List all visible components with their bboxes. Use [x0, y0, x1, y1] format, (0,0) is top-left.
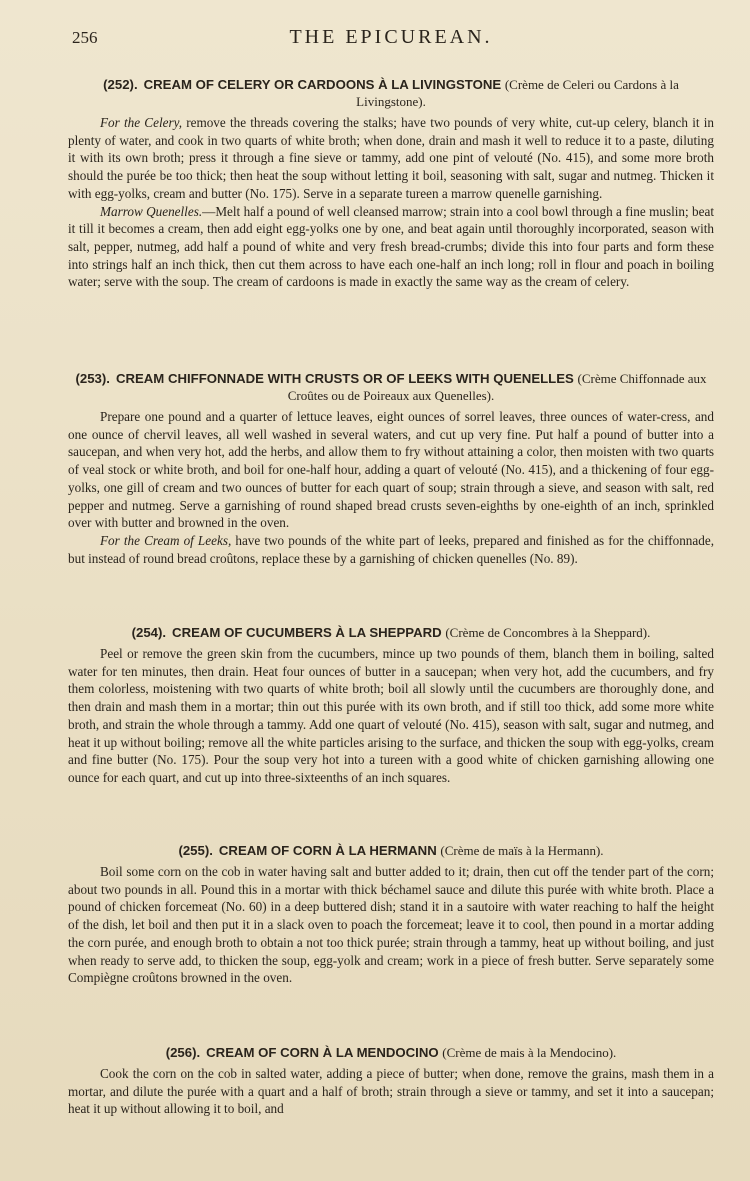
recipe-number: (255).: [178, 843, 213, 858]
page-header: [72, 26, 710, 50]
recipe-paragraph: [68, 408, 714, 532]
recipe-title-text: CREAM OF CUCUMBERS À LA SHEPPARD: [172, 625, 442, 640]
paragraph-text: —Melt half a pound of well cleansed marrow; strain into a cool bowl through a fine muslin; beat it till it becomes a cream, then add eight egg-yolks one by one, and beat again until thoroughly incorporated, season with salt, pepper, nutmeg, add half a pound of white and very fresh bread-crumbs; divide this into four parts and form these into strings half an inch thick, then cut them across to have each one-half an inch long; roll in flour and poach in boiling water; serve with the soup. The cream of cardoons is made in exactly the same way as the cream of celery.: [68, 203, 714, 290]
recipe-french-title: (Crème de Concombres à la Sheppard).: [445, 625, 651, 640]
recipe-title-text: CREAM OF CELERY OR CARDOONS À LA LIVINGSTONE: [143, 77, 502, 92]
recipe-paragraph: [68, 1065, 714, 1118]
recipe-title: [68, 624, 714, 641]
recipe-255: [68, 842, 714, 987]
paragraph-text: Boil some corn on the cob in water having salt and butter added to it; drain, then cut off the tender part of the corn; about two pounds in all. Pound this in a mortar with thick béchamel sauce and dilute this purée with white broth. Place a pound of chicken forcemeat (No. 60) in a deep buttered dish; stand it in a sautoire with water reaching to half the height of the dish, let boil and then put it in a slack oven to poach the forcemeat; leave it to cool, then pound in a mortar adding the corn purée, and enough broth to obtain a not too thick purée; strain through a tammy, heat up without boiling, and just when ready to serve add, to thicken the soup, egg-yolk and cream; work in a piece of fresh butter. Serve separately some Compiègne croûtons browned in the oven.: [68, 864, 714, 986]
paragraph-lead: For the Celery,: [100, 115, 183, 130]
page-number: 256: [72, 28, 98, 47]
recipe-french-title: (Crème de maïs à la Hermann).: [440, 843, 604, 858]
recipe-title-text: CREAM OF CORN À LA MENDOCINO: [206, 1045, 439, 1060]
recipe-title: [68, 1044, 714, 1061]
recipe-title: [68, 76, 714, 110]
recipe-title: [68, 842, 714, 859]
paragraph-text: Peel or remove the green skin from the cucumbers, mince up two pounds of them, blanch them in boiling, salted water for ten minutes, then drain. Heat four ounces of butter in a saucepan; when very hot, add the cucumbers, and fry them colorless, moistening with two quarts of white broth; boil all slowly until the cucumbers are thoroughly done, and then drain and mash them in a mortar; thin out this purée with its own broth, and if still too thick, add some more white broth, and strain the whole through a tammy. Add one quart of velouté (No. 415), season with salt, sugar and nutmeg, and heat it up without boiling; remove all the white particles arising to the surface, and thicken the soup with egg-yolks, cream and fine butter (No. 175). Pour the soup very hot into a tureen with a good white of chicken garnishing allowing one ounce for each quart, and cut up into three-sixteenths of an inch squares.: [68, 646, 715, 785]
recipe-title: [68, 370, 714, 404]
recipe-number: (254).: [131, 625, 167, 640]
recipe-french-title: (Crème Chiffonnade aux Croûtes ou de Poireaux aux Quenelles).: [287, 371, 707, 403]
recipe-252: [68, 76, 714, 291]
paragraph-text: Cook the corn on the cob in salted water, adding a piece of butter; when done, remove the grains, mash them in a mortar, and dilute the purée with a quart and a half of broth; strain through a sieve or tammy, and set it into a saucepan; heat it up without allowing it to boil, and: [68, 1066, 714, 1117]
recipe-paragraph: [68, 863, 714, 987]
recipe-title-text: CREAM OF CORN À LA HERMANN: [218, 843, 437, 858]
recipe-title-text: CREAM CHIFFONNADE WITH CRUSTS OR OF LEEKS WITH QUENELLES: [115, 371, 574, 386]
running-title: THE EPICUREAN.: [289, 26, 493, 48]
paragraph-lead: Marrow Quenelles.: [100, 203, 203, 219]
recipe-254: [68, 624, 714, 787]
recipe-french-title: (Crème de Celeri ou Cardons à la Livingstone).: [356, 77, 679, 109]
recipe-number: (252).: [103, 77, 138, 92]
recipe-paragraph: [68, 203, 714, 292]
recipe-paragraph: [68, 532, 714, 567]
paragraph-text: have two pounds of the white part of leeks, prepared and finished as for the chiffonnade, but instead of round bread croûtons, replace these by a garnishing of chicken quenelles (No. 89).: [68, 532, 714, 566]
recipe-number: (253).: [75, 371, 110, 386]
recipe-number: (256).: [165, 1045, 201, 1060]
paragraph-text: remove the threads covering the stalks; have two pounds of very white, cut-up celery, blanch it in plenty of water, and cook in two quarts of white broth; when done, drain and mash it well to reduce it to a paste, diluting it with its own broth; press it through a fine sieve or tammy, add one pint of velouté (No. 415), and some more broth should the purée be too thick; then heat the soup without letting it boil, seasoning with salt, sugar and nutmeg. Thicken it with egg-yolks, cream and butter (No. 175). Serve in a separate tureen a marrow quenelle garnishing.: [68, 115, 714, 201]
recipe-253: [68, 370, 714, 567]
recipe-paragraph: [68, 114, 714, 203]
recipe-256: [68, 1044, 714, 1118]
recipe-french-title: (Crème de mais à la Mendocino).: [442, 1045, 617, 1060]
paragraph-text: Prepare one pound and a quarter of lettuce leaves, eight ounces of sorrel leaves, three ounces of water-cress, and one ounce of chervil leaves, all well washed in several waters, and cut up very fine. Put half a pound of butter into a saucepan, and when very hot, add the herbs, and allow them to fry without attaining a color, then moisten with two quarts of veal stock or white broth, and boil for one-half hour, adding a quart of velouté (No. 415), and a thickening of four egg-yolks, one gill of cream and two ounces of butter for each quart of soup; strain through a sieve, and season with salt, red pepper and nutmeg. Serve a garnishing of round shaped bread crusts seven-eighths by one-eighth of an inch, sprinkled over with butter and browned in the oven.: [68, 409, 714, 531]
paragraph-lead: For the Cream of Leeks,: [100, 532, 232, 548]
recipe-paragraph: [68, 645, 714, 787]
